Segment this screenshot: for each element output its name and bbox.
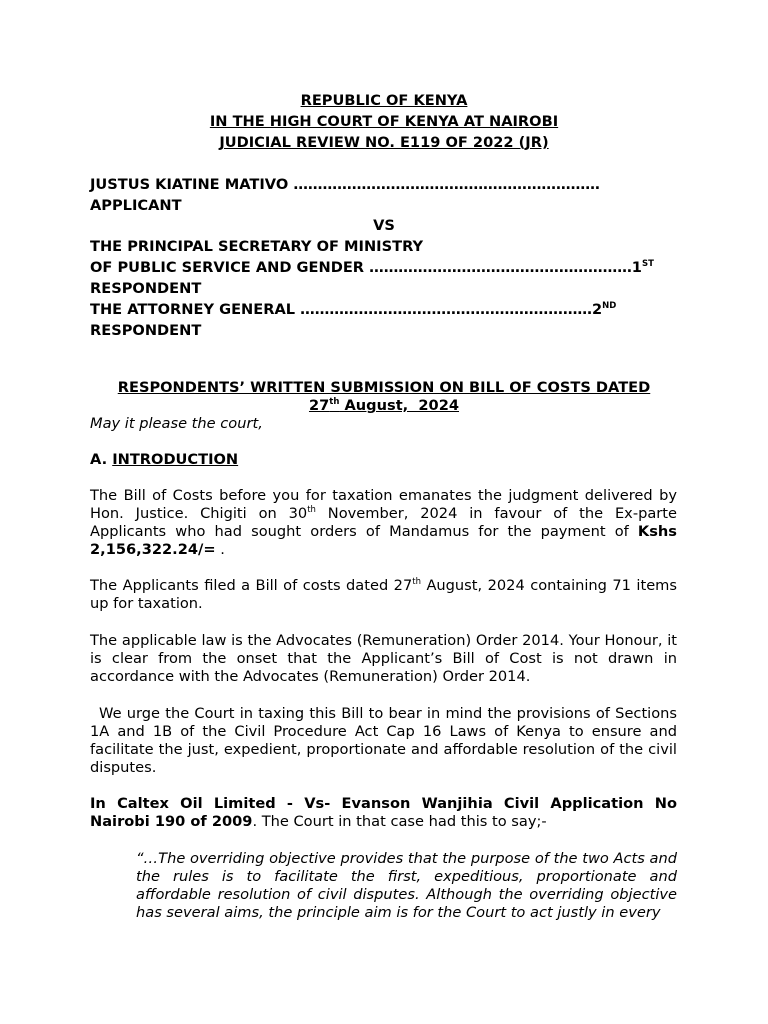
- respondent2-ordinal: ND: [602, 301, 617, 311]
- paragraph-caltex-case: [90, 795, 677, 831]
- respondent1-line1: THE PRINCIPAL SECRETARY OF MINISTRY: [90, 238, 424, 255]
- respondent1-ordinal: ST: [641, 259, 654, 269]
- p5-rest: . The Court in that case had this to say;-: [252, 813, 547, 830]
- p1-text-a: The Bill of Costs before you for taxation emanates the judgment delivered by Hon. Justice. Chigiti on 30: [90, 487, 677, 522]
- submission-title-line1: RESPONDENTS’ WRITTEN SUBMISSION ON BILL OF COSTS DATED: [117, 379, 651, 396]
- p2-suffix: th: [412, 577, 421, 587]
- respondent1-role: RESPONDENT: [90, 280, 202, 297]
- title-day-suffix: th: [329, 397, 340, 407]
- applicant-role: APPLICANT: [90, 197, 182, 214]
- paragraph-urge-court: We urge the Court in taxing this Bill to bear in mind the provisions of Sections 1A and 1B of the Civil Procedure Act Cap 16 Laws of Kenya to ensure and facilitate the just, expedient, proportionate and affordable resolution of the civil disputes.: [90, 705, 677, 776]
- p1-suffix: th: [307, 505, 316, 515]
- header-court: IN THE HIGH COURT OF KENYA AT NAIROBI: [209, 113, 559, 130]
- p5-case-name: In Caltex Oil Limited - Vs- Evanson Wanjihia Civil Application No Nairobi 190 of 2009: [90, 795, 677, 830]
- section-a-title: INTRODUCTION: [112, 451, 239, 468]
- header-case-number: JUDICIAL REVIEW NO. E119 OF 2022 (JR): [219, 134, 549, 151]
- p1-text-b: November, 2024 in favour of the Ex-parte Applicants who had sought orders of Mandamus for the payment of: [90, 505, 677, 540]
- respondent2-role: RESPONDENT: [90, 322, 202, 339]
- paragraph-bill-filed: [90, 577, 677, 613]
- p1-end: .: [215, 541, 225, 558]
- section-a-letter: A.: [90, 451, 113, 468]
- salutation: May it please the court,: [90, 415, 263, 432]
- p2-text-a: The Applicants filed a Bill of costs dated 27: [90, 577, 413, 594]
- respondent2-line1: [90, 301, 616, 319]
- section-a-heading: [90, 451, 238, 469]
- paragraph-judgment: [90, 487, 677, 559]
- versus-label: VS: [373, 217, 395, 234]
- p2-text-b: August, 2024 containing 71 items up for taxation.: [90, 577, 677, 612]
- case-quote: “…The overriding objective provides that the purpose of the two Acts and the rules is to facilitate the first, expeditious, proportionate and affordable resolution of civil disputes. Although the overriding objective has several aims, the principle aim is for the Court to act justly in every: [136, 850, 677, 921]
- paragraph-applicable-law: The applicable law is the Advocates (Remuneration) Order 2014. Your Honour, it is clear from the onset that the Applicant’s Bill of Cost is not drawn in accordance with the Advocates (Remuneration) Order 2014.: [90, 632, 677, 685]
- applicant-name: JUSTUS KIATINE MATIVO ………………………………………………………: [90, 176, 600, 193]
- respondent1-line2: [90, 259, 654, 277]
- p1-amount: Kshs 2,156,322.24/=: [90, 523, 677, 558]
- header-republic: REPUBLIC OF KENYA: [300, 92, 468, 109]
- respondent2-line1-text: THE ATTORNEY GENERAL ……………………………………………………2: [90, 301, 603, 318]
- respondent1-line2-text: OF PUBLIC SERVICE AND GENDER ………………………………………………1: [90, 259, 642, 276]
- submission-title-line2: [90, 397, 678, 415]
- title-day: 27: [308, 397, 330, 414]
- title-date-rest: August, 2024: [339, 397, 460, 414]
